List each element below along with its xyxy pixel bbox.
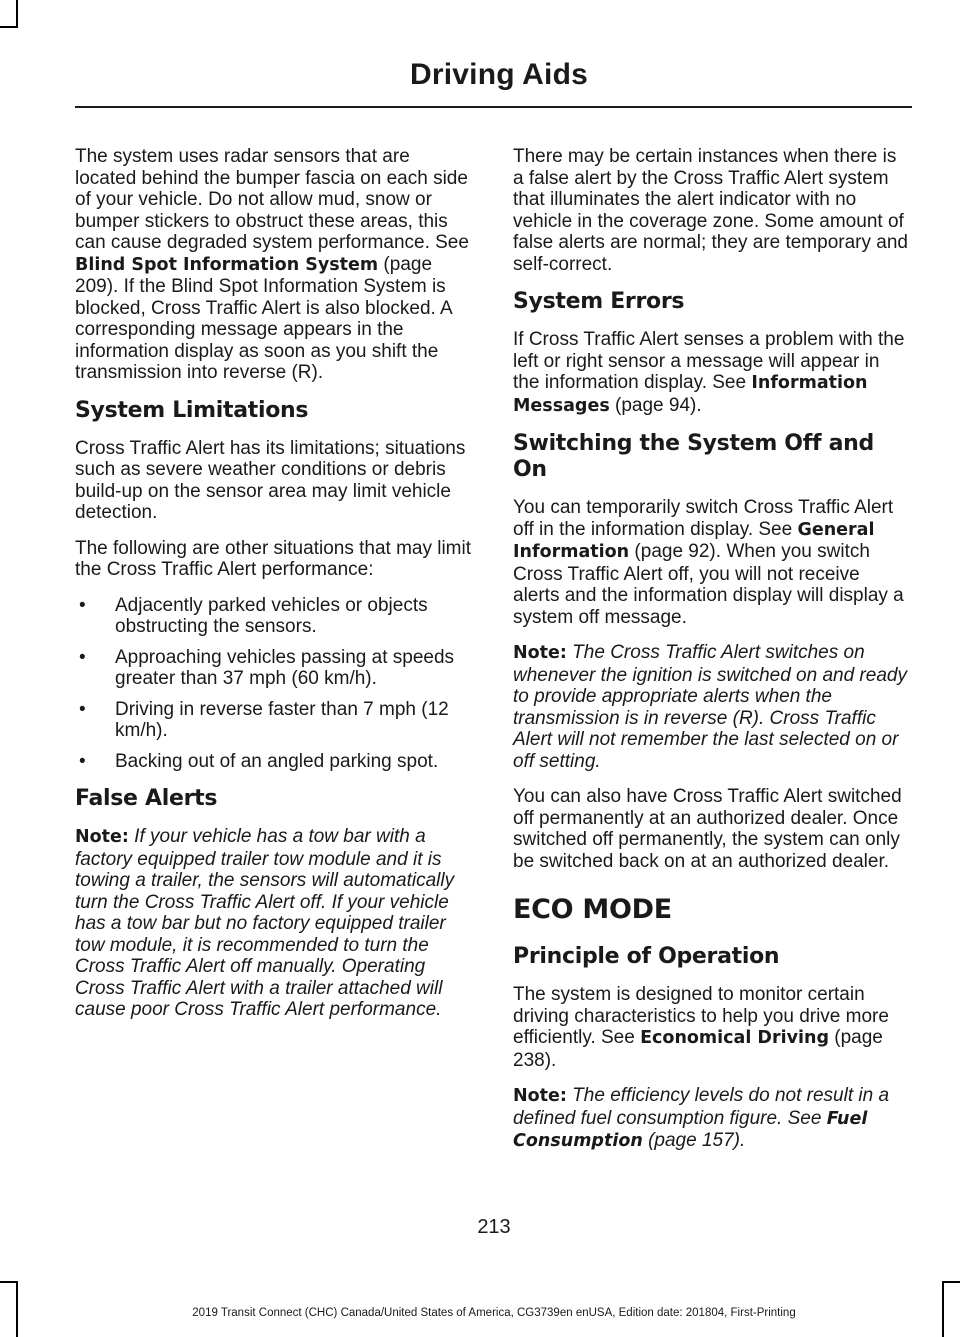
- note-switches-on: Note: The Cross Traffic Alert switches on whenever the ignition is switched on and ready to provide appropriate alerts when the transmission is in reverse (R). Cross Traffic Alert will not remember the last selected on or off setting.: [513, 642, 907, 772]
- note-efficiency-levels: Note: The efficiency levels do not result in a defined fuel consumption figure. See Fuel Consumption (page 157).: [513, 1085, 890, 1151]
- list-item: • Backing out of an angled parking spot.: [79, 750, 439, 772]
- link-economical-driving[interactable]: Economical Driving: [640, 1028, 829, 1048]
- crop-mark-top-left-h: [0, 26, 18, 28]
- bullet: •: [79, 750, 86, 772]
- right-column: [513, 146, 911, 1167]
- paragraph-other-situations: The following are other situations that may limit the Cross Traffic Alert performance:: [75, 537, 472, 580]
- paragraph-dealer-switch-off: You can also have Cross Traffic Alert switched off permanently at an authorized dealer. Once switched off permanently, the system can only be switched back on at an authorized dealer.: [513, 786, 902, 872]
- crop-mark-bottom-right-h: [942, 1281, 960, 1283]
- heading-principle-of-operation: Principle of Operation: [513, 944, 780, 969]
- link-general-information[interactable]: General Information: [513, 519, 875, 562]
- note-tow-bar: Note: If your vehicle has a tow bar with a factory equipped trailer tow module and it is towing a trailer, the sensors will automatically turn the Cross Traffic Alert off. If your vehicle has a tow bar but no factory equipped trailer tow module, it is recommended to turn the Cross Traffic Alert off manually. Operating Cross Traffic Alert with a trailer attached will cause poor Cross Traffic Alert performance.: [75, 826, 455, 1020]
- paragraph-eco-monitor: The system is designed to monitor certain driving characteristics to help you drive more efficiently. See Economical Driving (page 238).: [513, 984, 889, 1071]
- paragraph-radar-sensors: The system uses radar sensors that are located behind the bumper fascia on each side of your vehicle. Do not allow mud, snow or bumper stickers to obstruct these areas, this can cause degraded system performance. See Blind Spot Information System (page 209). If the Blind Spot Information System is blocked, Cross Traffic Alert is also blocked. A corresponding message appears in the information display as soon as you shift the transmission into reverse (R).: [75, 146, 469, 383]
- link-information-messages[interactable]: Information Messages: [513, 373, 868, 416]
- page-number: 213: [477, 1216, 511, 1238]
- crop-mark-bottom-left-h: [0, 1281, 18, 1283]
- heading-switching-system: Switching the System Off and On: [513, 431, 874, 482]
- paragraph-false-alert-instances: There may be certain instances when there is a false alert by the Cross Traffic Alert system that illuminates the alert indicator with no vehicle in the coverage zone. Some amount of false alerts are normal; they are temporary and self-correct.: [513, 146, 908, 275]
- link-fuel-consumption[interactable]: Fuel Consumption: [513, 1108, 868, 1151]
- list-item: • Approaching vehicles passing at speeds greater than 37 mph (60 km/h).: [79, 646, 455, 689]
- heading-system-limitations: System Limitations: [75, 397, 309, 423]
- heading-false-alerts: False Alerts: [75, 786, 218, 811]
- link-blind-spot-information-system[interactable]: Blind Spot Information System: [75, 254, 379, 275]
- page-header-title: Driving Aids: [410, 58, 588, 91]
- crop-mark-top-left-v: [16, 0, 18, 26]
- bullet: •: [79, 646, 86, 668]
- paragraph-limitations: Cross Traffic Alert has its limitations; situations such as severe weather conditions or debris build-up on the sensor area may limit vehicle detection.: [75, 437, 466, 523]
- bullet: •: [79, 698, 86, 720]
- heading-system-errors: System Errors: [513, 289, 685, 314]
- left-column: [75, 146, 473, 1035]
- bullet: •: [79, 594, 86, 616]
- list-item: • Adjacently parked vehicles or objects obstructing the sensors.: [79, 594, 428, 637]
- limitations-list: [75, 595, 473, 773]
- footer-edition-info: 2019 Transit Connect (CHC) Canada/United States of America, CG3739en enUSA, Edition date: 201804, First-Printing: [192, 1307, 796, 1319]
- heading-eco-mode: ECO MODE: [513, 894, 672, 925]
- header-rule: [75, 106, 912, 108]
- paragraph-sensor-problem: If Cross Traffic Alert senses a problem with the left or right sensor a message will appear in the information display. See Information Messages (page 94).: [513, 329, 905, 416]
- list-item: • Driving in reverse faster than 7 mph (12 km/h).: [79, 698, 449, 741]
- paragraph-switch-off: You can temporarily switch Cross Traffic Alert off in the information display. See General Information (page 92). When you switch Cross Traffic Alert off, you will not receive alerts and the information display will display a system off message.: [513, 497, 904, 628]
